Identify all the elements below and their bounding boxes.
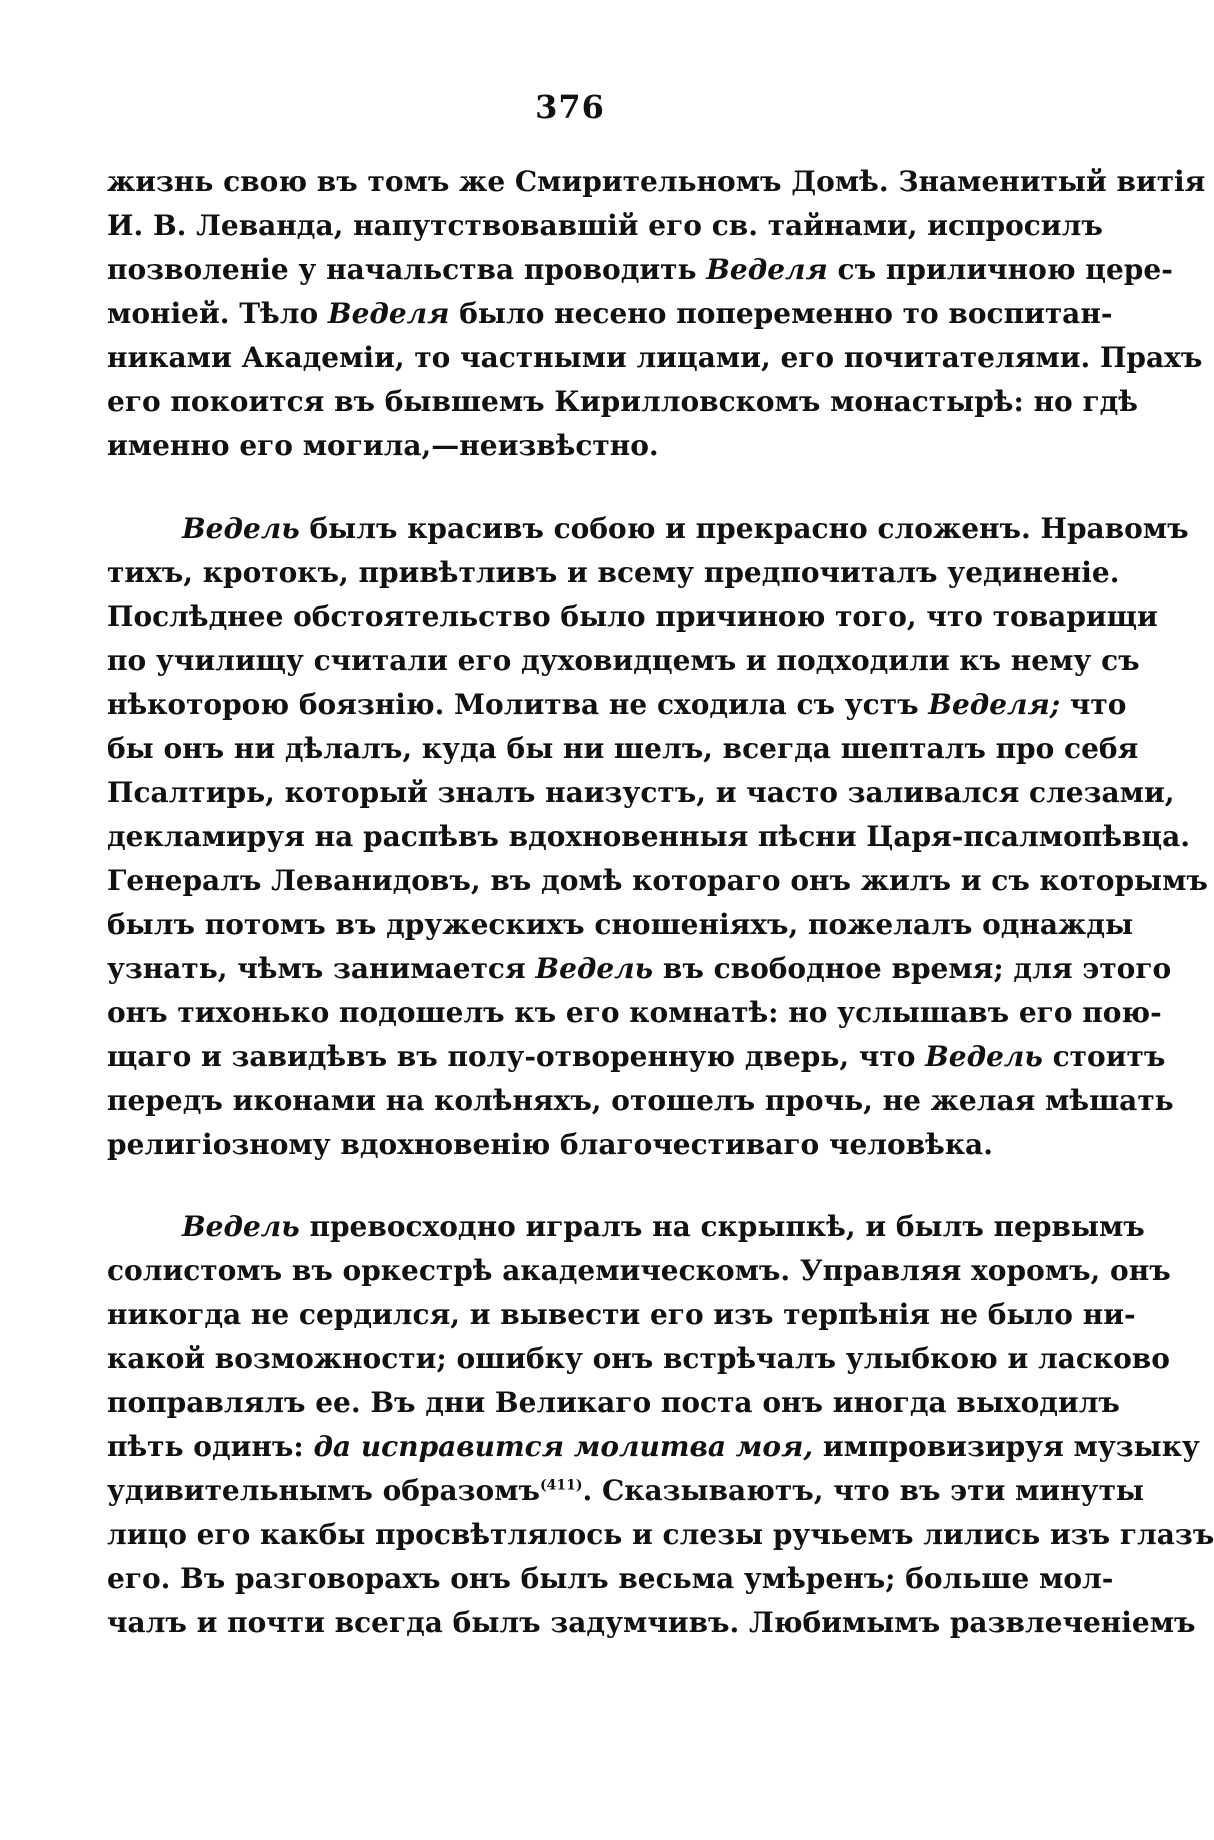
- text-line: бы онъ ни дѣлалъ, куда бы ни шелъ, всегда шепталъ про себя: [107, 732, 1139, 765]
- text-line: моніей. Тѣло Веделя было несено попеременно то воспитан-: [107, 297, 1113, 330]
- text-line: никами Академіи, то частными лицами, его почитателями. Прахъ: [107, 341, 1203, 374]
- text-line: декламируя на распѣвъ вдохновенныя пѣсни Царя-псалмопѣвца.: [107, 820, 1191, 853]
- text-line: жизнь свою въ томъ же Смирительномъ Домѣ. Знаменитый витія: [107, 165, 1206, 198]
- text-line: удивительнымъ образомъ$^{(411)}$. Сказываютъ, что въ эти минуты: [107, 1474, 1145, 1507]
- text-line: Ведель превосходно игралъ на скрыпкѣ, и былъ первымъ: [182, 1210, 1145, 1243]
- text-line: Послѣднее обстоятельство было причиною того, что товарищи: [107, 600, 1158, 633]
- text-line: нѣкоторою боязнію. Молитва не сходила съ устъ Веделя; что: [107, 688, 1127, 721]
- text-line: тихъ, кротокъ, привѣтливъ и всему предпочиталъ уединеніе.: [107, 556, 1120, 589]
- text-line: узнать, чѣмъ занимается Ведель въ свободное время; для этого: [107, 952, 1172, 985]
- text-line: его. Въ разговорахъ онъ былъ весьма умѣренъ; больше мол-: [107, 1562, 1114, 1595]
- text-line: пѣть одинъ: да исправится молитва моя, импровизируя музыку: [107, 1430, 1200, 1463]
- paragraph-3: [107, 1205, 1214, 1645]
- text-line: религіозному вдохновенію благочестиваго человѣка.: [107, 1128, 993, 1161]
- page-number: 376: [535, 88, 605, 126]
- text-line: поправлялъ ее. Въ дни Великаго поста онъ иногда выходилъ: [107, 1386, 1120, 1419]
- text-line: позволеніе у начальства проводить Веделя съ приличною цере-: [107, 253, 1173, 286]
- text-line: Генералъ Леванидовъ, въ домѣ котораго онъ жилъ и съ которымъ: [107, 864, 1208, 897]
- text-line: щаго и завидѣвъ въ полу-отворенную дверь, что Ведель стоитъ: [107, 1040, 1166, 1073]
- text-line: И. В. Леванда, напутствовавшій его св. тайнами, испросилъ: [107, 209, 1103, 242]
- text-line: солистомъ въ оркестрѣ академическомъ. Управляя хоромъ, онъ: [107, 1254, 1171, 1287]
- text-line: по училищу считали его духовидцемъ и подходили къ нему съ: [107, 644, 1140, 677]
- text-line: лицо его какбы просвѣтлялось и слезы ручьемъ лились изъ глазъ: [107, 1518, 1214, 1551]
- text-line: никогда не сердился, и вывести его изъ терпѣнія не было ни-: [107, 1298, 1136, 1331]
- text-line: какой возможности; ошибку онъ встрѣчалъ улыбкою и ласково: [107, 1342, 1170, 1375]
- text-line: Псалтирь, который зналъ наизустъ, и часто заливался слезами,: [107, 776, 1175, 809]
- text-line: передъ иконами на колѣняхъ, отошелъ прочь, не желая мѣшать: [107, 1084, 1174, 1117]
- text-line: онъ тихонько подошелъ къ его комнатѣ: но услышавъ его пою-: [107, 996, 1162, 1029]
- text-line: чалъ и почти всегда былъ задумчивъ. Любимымъ развлеченіемъ: [107, 1606, 1196, 1639]
- text-line: Ведель былъ красивъ собою и прекрасно сложенъ. Нравомъ: [182, 512, 1189, 545]
- text-line: былъ потомъ въ дружескихъ сношеніяхъ, пожелалъ однажды: [107, 908, 1134, 941]
- text-line: именно его могила,—неизвѣстно.: [107, 429, 659, 462]
- text-line: его покоится въ бывшемъ Кирилловскомъ монастырѣ: но гдѣ: [107, 385, 1138, 418]
- paragraph-2: [107, 507, 1208, 1167]
- paragraph-1: [107, 160, 1206, 468]
